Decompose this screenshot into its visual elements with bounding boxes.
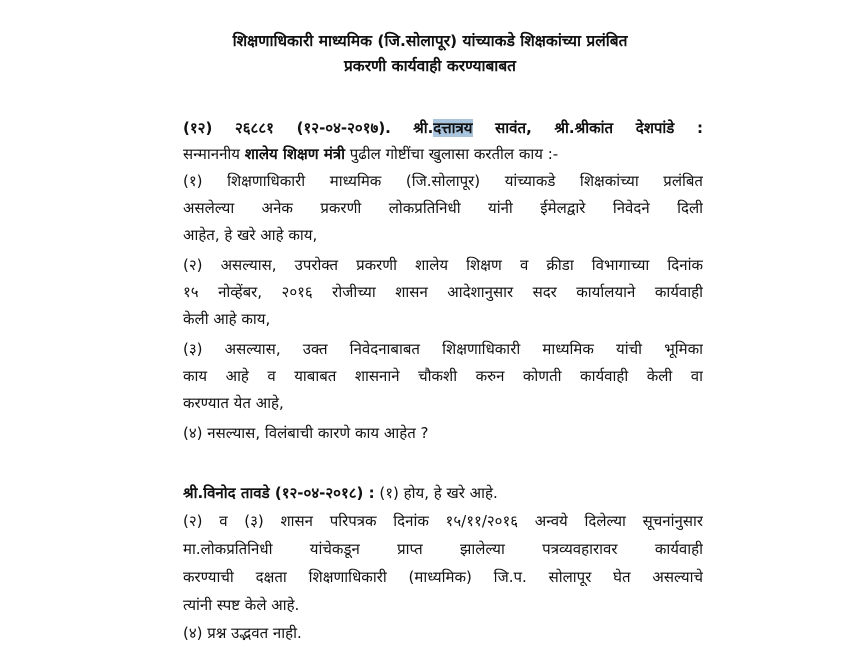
- question-4: (४) नसल्यास, विलंबाची कारणे काय आहेत ?: [183, 424, 429, 442]
- question-header: [183, 117, 703, 139]
- answer-2-3-line-2: मा.लोकप्रतिनिधी यांचेकडून प्राप्त झालेल्या पत्रव्यवहारावर कार्यवाही: [183, 540, 703, 558]
- minister-title: शालेय शिक्षण मंत्री: [244, 145, 346, 163]
- question-2-line-2: १५ नोव्हेंबर, २०१६ रोजीच्या शासन आदेशानुसार सदर कार्यालयाने कार्यवाही: [183, 283, 703, 301]
- answer-1: (१) होय, हे खरे आहे.: [374, 484, 498, 502]
- answer-2-3-line-1: (२) व (३) शासन परिपत्रक दिनांक १५/११/२०१६ अन्वये दिलेल्या सूचनांनुसार: [183, 512, 703, 530]
- member-highlighted-name: दत्तात्रय: [433, 119, 473, 137]
- question-1-line-3: आहेत, हे खरे आहे काय,: [183, 226, 318, 244]
- intro-suffix: पुढील गोष्टींचा खुलासा करतील काय :-: [345, 145, 559, 163]
- intro-prefix: सन्माननीय: [183, 145, 245, 163]
- question-members: [413, 119, 703, 137]
- question-3-line-1: (३) असल्यास, उक्त निवेदनाबाबत शिक्षणाधिकारी माध्यमिक यांची भूमिका: [183, 340, 703, 358]
- answer-2-3-line-4: त्यांनी स्पष्ट केले आहे.: [183, 596, 300, 614]
- question-3-line-3: करण्यात येत आहे,: [183, 394, 284, 412]
- question-1-line-1: (१) शिक्षणाधिकारी माध्यमिक (जि.सोलापूर) यांच्याकडे शिक्षकांच्या प्रलंबित: [183, 172, 703, 190]
- document-title-line-2: प्रकरणी कार्यवाही करण्याबाबत: [343, 57, 517, 75]
- question-2-line-3: केली आहे काय,: [183, 310, 271, 328]
- question-1-line-2: असलेल्या अनेक प्रकरणी लोकप्रतिनिधी यांनी ईमेलद्वारे निवेदने दिली: [183, 199, 703, 217]
- question-3-line-2: काय आहे व याबाबत शासनाने चौकशी करुन कोणती कार्यवाही केली वा: [183, 367, 703, 385]
- document-title-line-1: शिक्षणाधिकारी माध्यमिक (जि.सोलापूर) यांच्याकडे शिक्षकांच्या प्रलंबित: [232, 32, 628, 50]
- member-rest: सावंत, श्री.श्रीकांत देशपांडे :: [472, 119, 703, 137]
- question-reference: (१२) २६८८१ (१२-०४-२०१७).: [183, 119, 391, 137]
- question-intro: [183, 143, 703, 165]
- answer-4: (४) प्रश्न उद्भवत नाही.: [183, 624, 302, 642]
- question-2-line-1: (२) असल्यास, उपरोक्त प्रकरणी शालेय शिक्षण व क्रीडा विभागाच्या दिनांक: [183, 256, 703, 274]
- answer-header: [183, 482, 703, 504]
- answer-2-3-line-3: करण्याची दक्षता शिक्षणाधिकारी (माध्यमिक) जि.प. सोलापूर घेत असल्याचे: [183, 568, 703, 586]
- answer-responder: श्री.विनोद तावडे (१२-०४-२०१८) :: [183, 484, 375, 502]
- member-prefix: श्री.: [413, 119, 434, 137]
